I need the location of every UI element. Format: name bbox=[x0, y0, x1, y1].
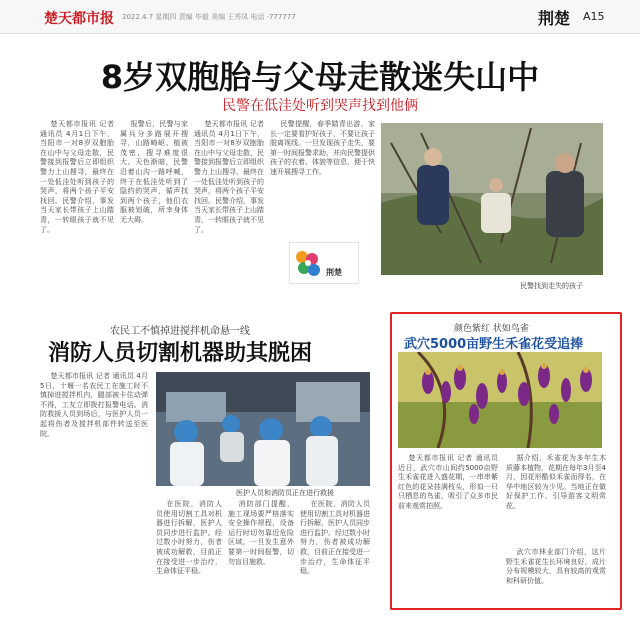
story2-column-mid-2: 消防部门提醒，施工现场要严格落实安全操作规程，设备运行时切勿靠近危险区域，一旦发生意外要第一时间报警，切勿盲目施救。 bbox=[228, 500, 294, 566]
story3-column-right: 据介绍，禾雀花为多年生木质藤本植物，花期在每年3月至4月，因花形酷似禾雀而得名，在华中地区较为少见。当地正在做好保护工作，引导游客文明赏花。 bbox=[506, 454, 606, 510]
story3-column-bottom: 武穴市林业部门介绍，这片野生禾雀花生长环境良好，成片分布规模较大，具有较高的观赏和科研价值。 bbox=[506, 548, 606, 585]
story3-headline: 武穴5000亩野生禾雀花受追捧 bbox=[404, 337, 584, 352]
story1-column-2: 报警后，民警与家属兵分多路展开搜寻，山路崎岖、植被茂密，搜寻难度很大。天色渐暗，民警沿着山沟一路呼喊，终于在低洼处听到了隐约的哭声，循声找到两个孩子，他们衣服被划破，所幸身体无大碍。 bbox=[120, 120, 188, 224]
page-number: A15 bbox=[583, 10, 605, 23]
logo-text: 荆楚 bbox=[326, 268, 342, 277]
story3-photo bbox=[398, 352, 602, 448]
story2-kicker: 农民工不慎掉进搅拌机命悬一线 bbox=[110, 326, 250, 337]
story1-column-4: 民警提醒，春季踏青出游，家长一定要看护好孩子，不要让孩子脱离视线。一旦发现孩子走失，要第一时间报警求助，并向民警提供孩子的衣着、体貌等信息，便于快速开展搜寻工作。 bbox=[270, 120, 375, 176]
story1-headline: 8岁双胞胎与父母走散迷失山中 bbox=[100, 58, 540, 96]
section-name: 荆楚 bbox=[538, 9, 571, 28]
story1-column-3: 楚天都市报讯 记者 通讯员 4月1日下午，当阳市一对8岁双胞胎在山中与父母走散，民警接到报警后立即组织警力上山搜寻，最终在一处低洼处听到孩子的哭声，将两个孩子平安找回。民警介绍，事发当天家长带孩子上山踏青，一转眼孩子就不见了。 bbox=[194, 120, 264, 234]
story1-column-1: 楚天都市报讯 记者 通讯员 4月1日下午，当阳市一对8岁双胞胎在山中与父母走散，民警接到报警后立即组织警力上山搜寻，最终在一处低洼处听到孩子的哭声，将两个孩子平安找回。民警介绍，事发当天家长带孩子上山踏青，一转眼孩子就不见了。 bbox=[40, 120, 114, 234]
story1-subhead: 民警在低洼处听到哭声找到他俩 bbox=[222, 98, 418, 114]
jingchu-logo bbox=[289, 242, 359, 284]
story1-photo-caption: 民警找到走失的孩子 bbox=[520, 282, 583, 290]
story2-photo-caption: 医护人员和消防员正在进行救援 bbox=[236, 489, 334, 497]
story2-column-mid-1: 在医院，消防人员使用切割工具对机器进行拆解，医护人员同步进行监护。经过数小时努力，伤者被成功解救，目前正在接受进一步治疗，生命体征平稳。 bbox=[156, 500, 222, 576]
story2-column-mid-3: 在医院，消防人员使用切割工具对机器进行拆解，医护人员同步进行监护。经过数小时努力，伤者被成功解救，目前正在接受进一步治疗，生命体征平稳。 bbox=[300, 500, 370, 576]
story3-kicker: 颜色紫红 状如鸟雀 bbox=[454, 324, 529, 334]
story3-column-left: 楚天都市报讯 记者 通讯员 近日，武穴市山间约5000亩野生禾雀花进入盛花期，一串串紫红色的花朵挂满枝头，形似一只只栖息的鸟雀，吸引了众多市民前来观赏拍照。 bbox=[398, 454, 498, 510]
story2-column-left: 楚天都市报讯 记者 通讯员 4月5日，十堰一名农民工在施工时不慎掉进搅拌机内，腿部被卡住动弹不得，工友立即拨打报警电话。消防救援人员到场后，与医护人员一起将伤者及搅拌机部件转送至医院。 bbox=[40, 372, 148, 438]
newspaper-name: 楚天都市报 bbox=[44, 11, 114, 27]
pinwheel-logo-icon bbox=[290, 243, 324, 283]
story1-photo bbox=[381, 123, 603, 275]
date-line: 2022.4.7 星期四 责编 毕毅 美编 王秀凤 电话 ·777777 bbox=[122, 13, 296, 21]
masthead bbox=[0, 0, 640, 34]
story2-photo bbox=[156, 372, 370, 486]
story2-headline: 消防人员切割机器助其脱困 bbox=[48, 341, 313, 366]
